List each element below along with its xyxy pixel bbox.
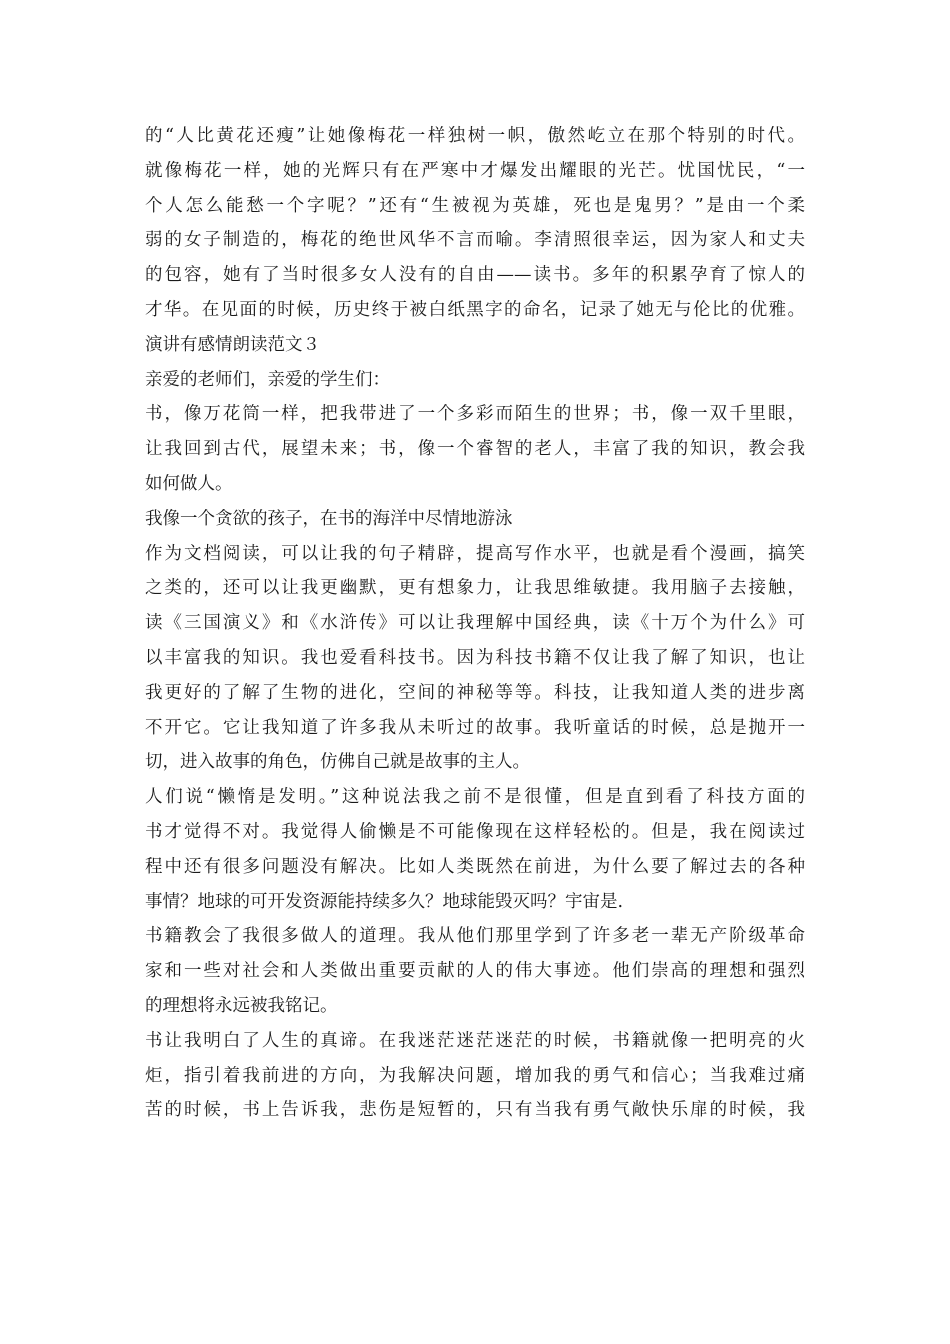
document-body bbox=[145, 119, 805, 1128]
text-line: 人们说“懒惰是发明。”这种说法我之前不是很懂，但是直到看了科技方面的 bbox=[145, 787, 805, 808]
text-line: 的“人比黄花还瘦”让她像梅花一样独树一帜，傲然屹立在那个特别的时代。 bbox=[145, 126, 805, 146]
text-line: 的理想将永远被我铭记。 bbox=[145, 995, 338, 1016]
text-line: 读《三国演义》和《水浒传》可以让我理解中国经典，读《十万个为什么》可 bbox=[145, 613, 805, 634]
text-line: 炬，指引着我前进的方向，为我解决问题，增加我的勇气和信心；当我难过痛 bbox=[145, 1065, 805, 1086]
text-line: 家和一些对社会和人类做出重要贡献的人的伟大事迹。他们崇高的理想和强烈 bbox=[145, 961, 805, 982]
text-line: 程中还有很多问题没有解决。比如人类既然在前进，为什么要了解过去的各种 bbox=[145, 856, 805, 877]
text-line: 才华。在见面的时候，历史终于被白纸黑字的命名，记录了她无与伦比的优雅。 bbox=[145, 299, 805, 320]
text-line: 切，进入故事的角色，仿佛自己就是故事的主人。 bbox=[145, 752, 530, 773]
text-line: 书让我明白了人生的真谛。在我迷茫迷茫迷茫的时候，书籍就像一把明亮的火 bbox=[145, 1030, 805, 1051]
text-line: 如何做人。 bbox=[145, 473, 233, 494]
section-heading: 演讲有感情朗读范文３ bbox=[145, 334, 320, 355]
text-line: 以丰富我的知识。我也爱看科技书。因为科技书籍不仅让我了解了知识，也让 bbox=[145, 647, 805, 668]
text-line: 我像一个贪欲的孩子，在书的海洋中尽情地游泳 bbox=[145, 508, 513, 529]
text-line: 苦的时候，书上告诉我，悲伤是短暂的，只有当我有勇气敞快乐扉的时候，我 bbox=[145, 1100, 805, 1121]
text-line: 个人怎么能愁一个字呢？”还有“生被视为英雄，死也是鬼男？”是由一个柔 bbox=[145, 195, 805, 216]
text-line: 弱的女子制造的，梅花的绝世风华不言而喻。李清照很幸运，因为家人和丈夫 bbox=[145, 230, 805, 251]
text-line: 就像梅花一样，她的光辉只有在严寒中才爆发出耀眼的光芒。忧国忧民，“一 bbox=[145, 160, 805, 181]
text-line: 不开它。它让我知道了许多我从未听过的故事。我听童话的时候，总是抛开一 bbox=[145, 717, 805, 738]
text-line: 让我回到古代，展望未来；书，像一个睿智的老人，丰富了我的知识，教会我 bbox=[145, 439, 805, 460]
text-line: 书，像万花筒一样，把我带进了一个多彩而陌生的世界；书，像一双千里眼， bbox=[145, 404, 805, 425]
salutation: 亲爱的老师们，亲爱的学生们： bbox=[145, 369, 390, 390]
text-line: 书籍教会了我很多做人的道理。我从他们那里学到了许多老一辈无产阶级革命 bbox=[145, 926, 805, 947]
text-line: 的包容，她有了当时很多女人没有的自由——读书。多年的积累孕育了惊人的 bbox=[145, 265, 805, 286]
text-line: 书才觉得不对。我觉得人偷懒是不可能像现在这样轻松的。但是，我在阅读过 bbox=[145, 821, 805, 842]
text-line: 我更好的了解了生物的进化，空间的神秘等等。科技，让我知道人类的进步离 bbox=[145, 682, 805, 703]
text-line: 事情？地球的可开发资源能持续多久？地球能毁灭吗？宇宙是. bbox=[145, 891, 624, 912]
text-line: 作为文档阅读，可以让我的句子精辟，提高写作水平，也就是看个漫画，搞笑 bbox=[145, 543, 805, 564]
text-line: 之类的，还可以让我更幽默，更有想象力，让我思维敏捷。我用脑子去接触， bbox=[145, 578, 805, 599]
